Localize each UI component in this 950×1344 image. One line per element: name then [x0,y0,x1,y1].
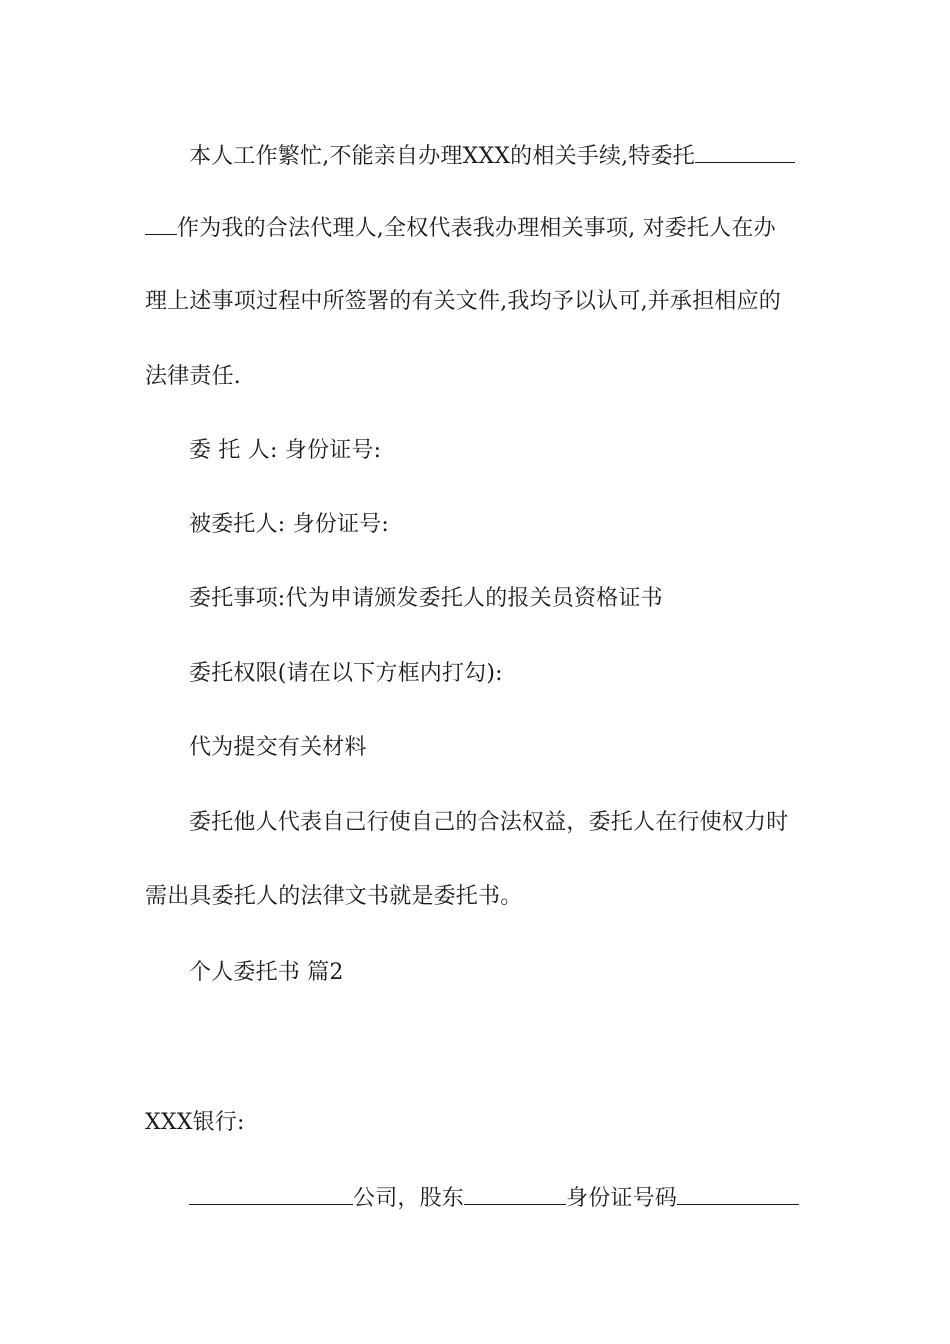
id-text: 身份证号码 [566,1186,678,1211]
principal-line [189,436,810,466]
authority-line [189,659,810,689]
paragraph-text: 本人工作繁忙,不能亲自办理XXX的相关手续,特委托 [189,144,695,169]
agent-line [189,510,810,540]
company-text: 公司，股东 [353,1186,465,1211]
section-title-text: 个人委托书 篇2 [189,960,344,985]
matter-text: 委托事项:代为申请颁发委托人的报关员资格证书 [189,586,663,611]
blank-underline [145,212,177,235]
bank-line [145,1108,810,1138]
option-text: 代为提交有关材料 [189,735,367,760]
section-title [189,958,810,988]
paragraph2-line-1 [189,808,810,838]
paragraph-text: 法律责任. [145,364,241,389]
blank-underline [677,1182,799,1205]
principal-text: 委 托 人: 身份证号: [189,438,382,463]
paragraph-text: 作为我的合法代理人,全权代表我办理相关事项, 对委托人在办 [177,216,776,241]
paragraph-line-2 [145,212,810,244]
bank-text: XXX银行: [145,1110,245,1135]
paragraph-text: 需出具委托人的法律文书就是委托书。 [145,884,523,909]
paragraph-line-3 [145,287,810,317]
paragraph2-line-2 [145,882,810,912]
company-line [189,1182,810,1214]
paragraph-text: 委托他人代表自己行使自己的合法权益，委托人在行使权力时 [189,810,789,835]
matter-line [189,584,810,614]
option-line [189,733,810,763]
blank-underline [189,1182,353,1205]
paragraph-text: 理上述事项过程中所签署的有关文件,我均予以认可,并承担相应的 [145,289,781,314]
agent-text: 被委托人: 身份证号: [189,512,390,537]
paragraph-line-4 [145,362,810,392]
blank-underline [464,1182,566,1205]
blank-underline [695,140,795,163]
authority-text: 委托权限(请在以下方框内打勾): [189,661,503,686]
paragraph-line-1 [189,140,810,172]
